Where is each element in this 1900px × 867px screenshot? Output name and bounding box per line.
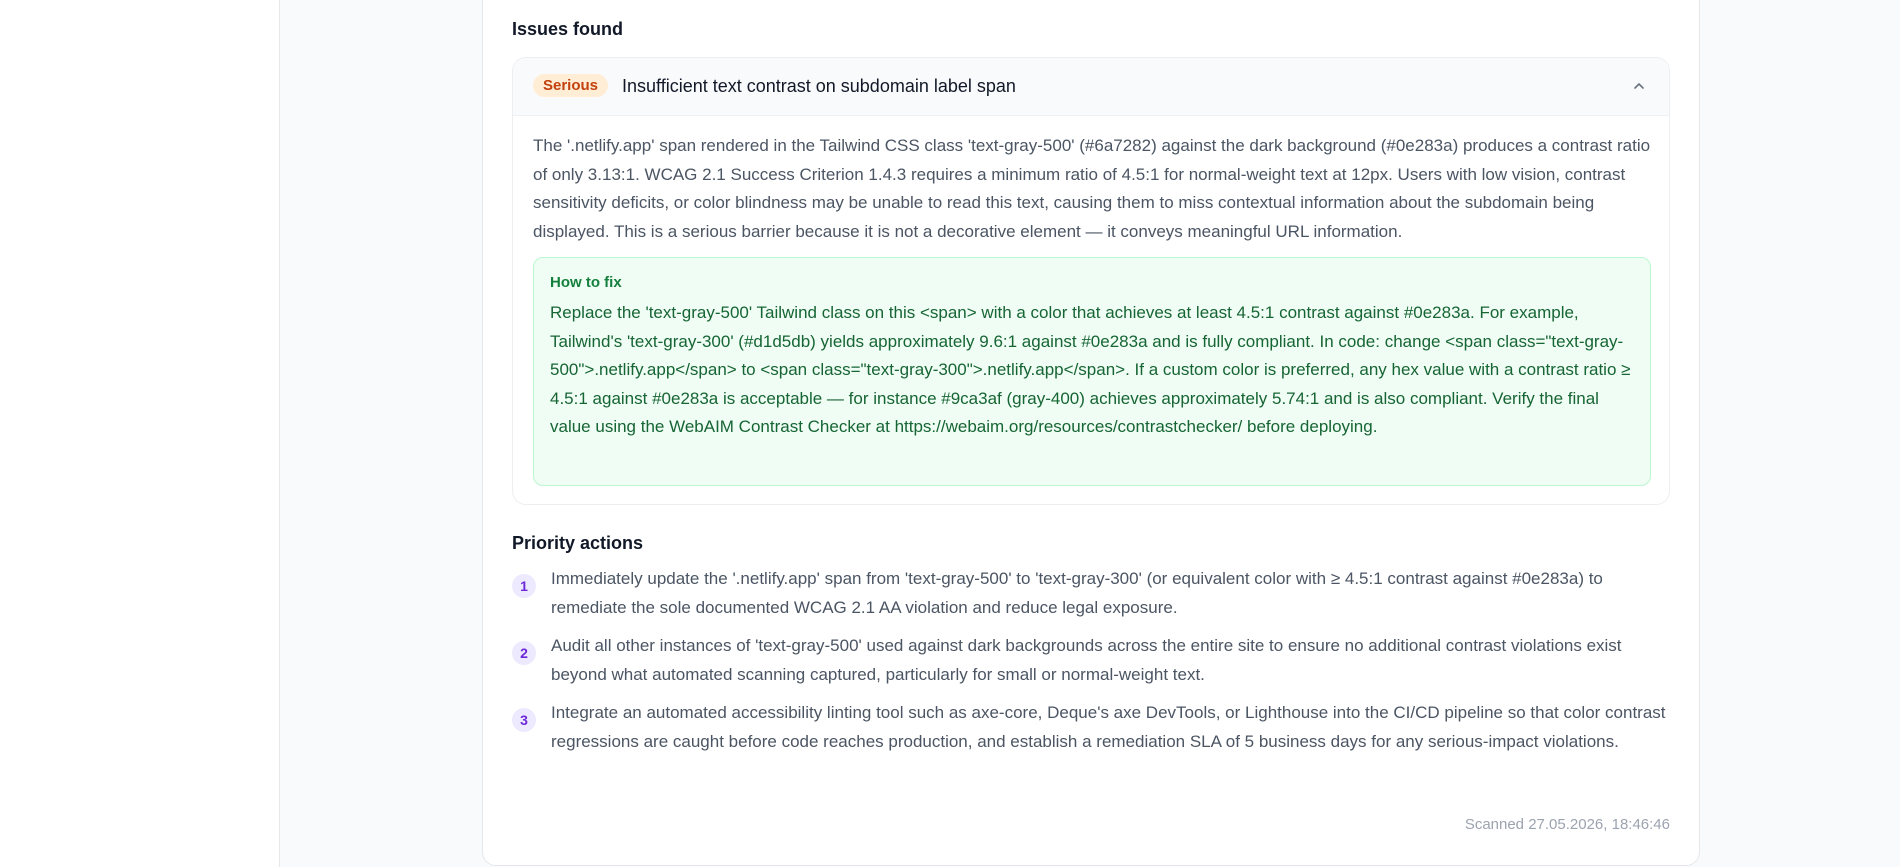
how-to-fix-label: How to fix [550,274,622,291]
scanned-timestamp: Scanned 27.05.2026, 18:46:46 [1464,816,1670,833]
severity-badge: Serious [533,74,608,97]
how-to-fix-box [533,257,1651,486]
action-text: Integrate an automated accessibility linting tool such as axe-core, Deque's axe DevTools, or Lighthouse into the CI/CD pipeline so that color contrast regressions are caught before code reaches production, and establish a remediation SLA of 5 business days for any serious-impact violations. [551,703,1666,751]
action-number: 3 [512,708,536,732]
issue-item [512,57,1670,505]
issue-description: The '.netlify.app' span rendered in the Tailwind CSS class 'text-gray-500' (#6a7282) against the dark background (#0e283a) produces a contrast ratio of only 3.13:1. WCAG 2.1 Success Criterion 1.4.3 requires a minimum ratio of 4.5:1 for normal-weight text at 12px. Users with low vision, contrast sensitivity deficits, or color blindness may be unable to read this text, causing them to miss contextual information about the subdomain being displayed. This is a serious barrier because it is not a decorative element — it conveys meaningful URL information. [533,136,1651,241]
issue-header[interactable] [513,58,1669,116]
issue-title: Insufficient text contrast on subdomain label span [622,76,1016,96]
priority-actions-heading: Priority actions [512,533,644,553]
chevron-up-icon[interactable] [1631,78,1647,94]
action-number: 1 [512,574,536,598]
how-to-fix-text: Replace the 'text-gray-500' Tailwind class on this <span> with a color that achieves at least 4.5:1 contrast against #0e283a. For example, Tailwind's 'text-gray-300' (#d1d5db) yields approximately 9.6:1 against #0e283a and is fully compliant. In code: change <span class="text-gray-500">.netlify.app</span> to <span class="text-gray-300">.netlify.app</span>. If a custom color is preferred, any hex value with a contrast ratio ≥ 4.5:1 against #0e283a is acceptable — for instance #9ca3af (gray-400) achieves approximately 5.74:1 and is also compliant. Verify the final value using the WebAIM Contrast Checker at https://webaim.org/resources/contrastchecker/ before deploying. [550,303,1631,436]
action-text: Audit all other instances of 'text-gray-500' used against dark backgrounds across the entire site to ensure no additional contrast violations exist beyond what automated scanning captured, particularly for small or normal-weight text. [551,636,1622,684]
issues-heading: Issues found [512,19,624,39]
action-number: 2 [512,641,536,665]
left-sidebar [0,0,280,867]
action-text: Immediately update the '.netlify.app' span from 'text-gray-500' to 'text-gray-300' (or equivalent color with ≥ 4.5:1 contrast against #0e283a) to remediate the sole documented WCAG 2.1 AA violation and reduce legal exposure. [551,569,1603,617]
